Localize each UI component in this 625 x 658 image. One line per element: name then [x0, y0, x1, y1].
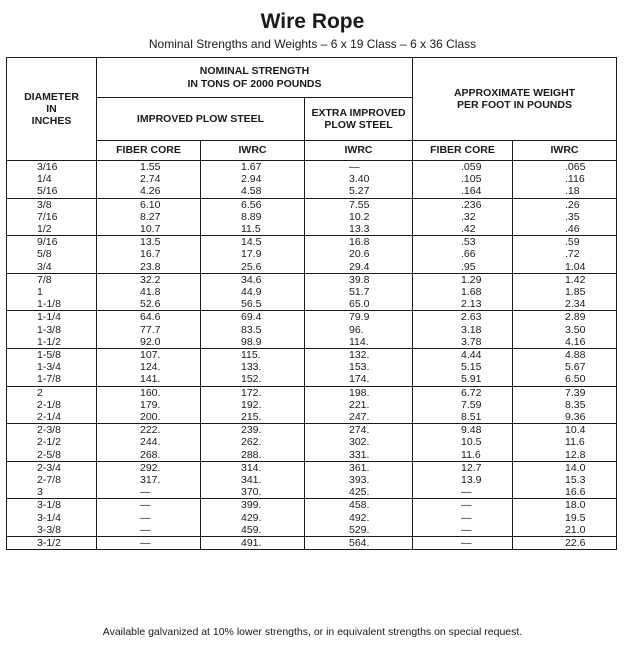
- table-value: 5.91: [461, 373, 482, 386]
- table-value: —: [140, 511, 151, 524]
- iwrc-extra-strength-header: IWRC: [305, 141, 413, 161]
- table-value: 10.7: [140, 223, 161, 236]
- table-value: 1-1/4: [37, 311, 61, 324]
- iwrc-weight-cell: [513, 311, 617, 349]
- table-value: 25.6: [241, 260, 262, 273]
- fiber-core-strength-cell: [97, 311, 201, 349]
- table-value: 19.5: [565, 511, 586, 524]
- table-value: 2.13: [461, 298, 482, 311]
- table-body: [7, 161, 617, 550]
- table-value: 3.40: [349, 173, 370, 186]
- table-value: 370.: [241, 486, 262, 499]
- table-value: 2-3/8: [37, 424, 61, 437]
- table-value: 1.04: [565, 260, 586, 273]
- table-row-group: [7, 424, 617, 462]
- table-value: 141.: [140, 373, 161, 386]
- table-value: 2-1/4: [37, 411, 61, 424]
- table-value: —: [140, 499, 151, 512]
- fiber-core-strength-cell: [97, 161, 201, 199]
- iwrc-extra-strength-cell: [305, 537, 413, 550]
- iwrc-weight-cell: [513, 461, 617, 499]
- table-value: .42: [461, 223, 476, 236]
- table-value: .59: [565, 236, 580, 249]
- fiber-core-strength-header: FIBER CORE: [97, 141, 201, 161]
- fiber-core-strength-cell: [97, 499, 201, 537]
- table-value: 7/16: [37, 210, 58, 223]
- table-value: 1.29: [461, 273, 482, 286]
- fiber-core-weight-cell: [413, 311, 513, 349]
- table-value: 222.: [140, 424, 161, 437]
- diameter-cell: [7, 273, 97, 311]
- fiber-core-strength-cell: [97, 424, 201, 462]
- iwrc-extra-strength-cell: [305, 461, 413, 499]
- table-value: 96.: [349, 323, 364, 336]
- table-value: 317.: [140, 474, 161, 487]
- iwrc-extra-strength-cell: [305, 273, 413, 311]
- table-value: 2-3/4: [37, 461, 61, 474]
- table-value: 21.0: [565, 523, 586, 536]
- table-value: —: [461, 486, 472, 499]
- iwrc-strength-cell: [201, 461, 305, 499]
- table-value: 1-3/8: [37, 323, 61, 336]
- table-value: 192.: [241, 398, 262, 411]
- iwrc-weight-header: IWRC: [513, 141, 617, 161]
- iwrc-strength-cell: [201, 424, 305, 462]
- table-value: 3-1/8: [37, 499, 61, 512]
- diameter-cell: [7, 161, 97, 199]
- diameter-cell: [7, 424, 97, 462]
- table-value: 8.51: [461, 411, 482, 424]
- iwrc-weight-cell: [513, 424, 617, 462]
- diameter-cell: [7, 386, 97, 424]
- table-value: 34.6: [241, 273, 262, 286]
- table-value: 399.: [241, 499, 262, 512]
- table-value: 56.5: [241, 298, 262, 311]
- wire-rope-table: [6, 57, 617, 550]
- table-value: 17.9: [241, 248, 262, 261]
- table-value: 2.94: [241, 173, 262, 186]
- table-value: 5/8: [37, 248, 52, 261]
- table-value: .72: [565, 248, 580, 261]
- table-value: 153.: [349, 361, 370, 374]
- table-value: 32.2: [140, 273, 161, 286]
- table-value: 247.: [349, 411, 370, 424]
- fiber-core-strength-cell: [97, 537, 201, 550]
- table-value: 64.6: [140, 311, 161, 324]
- table-value: 2-1/2: [37, 436, 61, 449]
- table-value: 8.35: [565, 398, 586, 411]
- table-value: 6.72: [461, 386, 482, 399]
- iwrc-extra-strength-cell: [305, 311, 413, 349]
- page-subtitle: Nominal Strengths and Weights – 6 x 19 Class – 6 x 36 Class: [148, 37, 477, 51]
- table-row-group: [7, 461, 617, 499]
- table-value: .95: [461, 260, 476, 273]
- table-value: 3.18: [461, 323, 482, 336]
- table-value: 215.: [241, 411, 262, 424]
- table-value: 13.3: [349, 223, 370, 236]
- fiber-core-strength-cell: [97, 461, 201, 499]
- table-value: 152.: [241, 373, 262, 386]
- table-value: 341.: [241, 474, 262, 487]
- table-value: 107.: [140, 349, 161, 362]
- table-value: —: [461, 511, 472, 524]
- table-value: 262.: [241, 436, 262, 449]
- table-value: 2: [37, 386, 43, 399]
- table-row-group: [7, 273, 617, 311]
- table-value: 4.16: [565, 335, 586, 348]
- table-row-group: [7, 499, 617, 537]
- table-value: .35: [565, 210, 580, 223]
- table-value: 16.8: [349, 236, 370, 249]
- table-value: 2-5/8: [37, 448, 61, 461]
- table-value: 3-1/4: [37, 511, 61, 524]
- fiber-core-weight-cell: [413, 198, 513, 236]
- iwrc-weight-cell: [513, 499, 617, 537]
- fiber-core-weight-cell: [413, 499, 513, 537]
- table-value: .18: [565, 185, 580, 198]
- table-value: 6.10: [140, 198, 161, 211]
- table-value: 5.27: [349, 185, 370, 198]
- table-value: 268.: [140, 448, 161, 461]
- table-value: 7.39: [565, 386, 586, 399]
- iwrc-weight-cell: [513, 236, 617, 274]
- iwrc-weight-cell: [513, 386, 617, 424]
- table-value: 239.: [241, 424, 262, 437]
- table-value: 10.2: [349, 210, 370, 223]
- table-value: 7/8: [37, 273, 52, 286]
- fiber-core-strength-cell: [97, 198, 201, 236]
- fiber-core-strength-cell: [97, 386, 201, 424]
- table-value: 11.5: [241, 223, 261, 236]
- table-value: 29.4: [349, 260, 370, 273]
- table-value: 8.27: [140, 210, 161, 223]
- table-value: 4.44: [461, 349, 482, 362]
- table-value: 1-7/8: [37, 373, 61, 386]
- table-value: 14.0: [565, 461, 586, 474]
- table-value: 459.: [241, 523, 262, 536]
- table-value: 23.8: [140, 260, 161, 273]
- table-value: 15.3: [565, 474, 586, 487]
- table-value: 12.7: [461, 461, 482, 474]
- table-value: 314.: [241, 461, 262, 474]
- iwrc-strength-cell: [201, 198, 305, 236]
- table-value: 564.: [349, 537, 370, 550]
- table-value: 20.6: [349, 248, 370, 261]
- table-value: 7.59: [461, 398, 482, 411]
- iwrc-extra-strength-cell: [305, 349, 413, 387]
- iwrc-strength-cell: [201, 499, 305, 537]
- table-value: 11.6: [565, 436, 585, 449]
- table-value: 6.56: [241, 198, 262, 211]
- table-value: 331.: [349, 448, 370, 461]
- table-value: 2-1/8: [37, 398, 61, 411]
- table-value: 9.36: [565, 411, 586, 424]
- table-value: 9.48: [461, 424, 482, 437]
- table-row-group: [7, 198, 617, 236]
- iwrc-extra-strength-cell: [305, 236, 413, 274]
- table-value: 244.: [140, 436, 161, 449]
- iwrc-extra-strength-cell: [305, 386, 413, 424]
- table-value: 3: [37, 486, 43, 499]
- improved-plow-steel-header: IMPROVED PLOW STEEL: [97, 98, 305, 141]
- table-value: 14.5: [241, 236, 262, 249]
- table-value: 16.7: [140, 248, 161, 261]
- table-value: 133.: [241, 361, 262, 374]
- table-value: 12.8: [565, 448, 586, 461]
- table-value: 16.6: [565, 486, 586, 499]
- table-value: 1-1/2: [37, 335, 61, 348]
- table-value: —: [349, 161, 360, 173]
- table-value: 39.8: [349, 273, 370, 286]
- table-value: 1.85: [565, 286, 586, 299]
- table-value: —: [140, 486, 151, 499]
- table-value: 13.9: [461, 474, 482, 487]
- diameter-cell: [7, 499, 97, 537]
- extra-improved-plow-steel-header: EXTRA IMPROVED PLOW STEEL: [305, 98, 413, 141]
- approx-weight-header: APPROXIMATE WEIGHT PER FOOT IN POUNDS: [413, 58, 617, 141]
- table-value: —: [461, 537, 472, 550]
- table-value: .46: [565, 223, 580, 236]
- iwrc-strength-header: IWRC: [201, 141, 305, 161]
- table-value: 1.67: [241, 161, 262, 173]
- table-value: 5.15: [461, 361, 482, 374]
- iwrc-extra-strength-cell: [305, 198, 413, 236]
- table-value: 292.: [140, 461, 161, 474]
- table-value: 361.: [349, 461, 370, 474]
- iwrc-extra-strength-cell: [305, 424, 413, 462]
- footnote: Available galvanized at 10% lower strengths, or in equivalent strengths on special request.: [102, 626, 523, 638]
- table-value: 3/4: [37, 260, 52, 273]
- table-value: .26: [565, 198, 580, 211]
- fiber-core-strength-cell: [97, 236, 201, 274]
- table-value: 83.5: [241, 323, 262, 336]
- table-value: —: [461, 499, 472, 512]
- diameter-cell: [7, 537, 97, 550]
- table-value: 172.: [241, 386, 262, 399]
- table-value: 69.4: [241, 311, 262, 324]
- table-value: 6.50: [565, 373, 586, 386]
- table-value: 79.9: [349, 311, 370, 324]
- table-value: 51.7: [349, 286, 370, 299]
- table-value: 2.34: [565, 298, 586, 311]
- table-value: 98.9: [241, 335, 262, 348]
- table-value: 1-1/8: [37, 298, 61, 311]
- table-value: 198.: [349, 386, 370, 399]
- table-value: .105: [461, 173, 482, 186]
- table-value: 77.7: [140, 323, 161, 336]
- table-value: 1/2: [37, 223, 52, 236]
- table-row-group: [7, 349, 617, 387]
- table-value: .116: [565, 173, 585, 186]
- nominal-strength-header: NOMINAL STRENGTH IN TONS OF 2000 POUNDS: [97, 58, 413, 98]
- table-value: .236: [461, 198, 482, 211]
- diameter-cell: [7, 198, 97, 236]
- page-title: Wire Rope: [260, 10, 365, 33]
- table-value: 179.: [140, 398, 161, 411]
- fiber-core-weight-cell: [413, 461, 513, 499]
- fiber-core-strength-cell: [97, 349, 201, 387]
- fiber-core-weight-cell: [413, 537, 513, 550]
- table-value: 529.: [349, 523, 370, 536]
- table-value: 2-7/8: [37, 474, 61, 487]
- table-value: 1.68: [461, 286, 482, 299]
- iwrc-weight-cell: [513, 198, 617, 236]
- table-value: 4.26: [140, 185, 161, 198]
- table-value: 9/16: [37, 236, 58, 249]
- fiber-core-weight-cell: [413, 236, 513, 274]
- table-value: 1.42: [565, 273, 586, 286]
- table-value: 4.58: [241, 185, 262, 198]
- table-row-group: [7, 236, 617, 274]
- table-value: .065: [565, 161, 586, 173]
- iwrc-weight-cell: [513, 273, 617, 311]
- fiber-core-weight-cell: [413, 386, 513, 424]
- iwrc-strength-cell: [201, 349, 305, 387]
- table-row-group: [7, 311, 617, 349]
- iwrc-extra-strength-cell: [305, 161, 413, 199]
- table-value: 1-5/8: [37, 349, 61, 362]
- table-value: 429.: [241, 511, 262, 524]
- fiber-core-weight-header: FIBER CORE: [413, 141, 513, 161]
- table-value: 132.: [349, 349, 370, 362]
- table-value: 92.0: [140, 335, 161, 348]
- table-value: 10.4: [565, 424, 586, 437]
- table-value: —: [140, 523, 151, 536]
- table-value: 2.63: [461, 311, 482, 324]
- table-value: 52.6: [140, 298, 161, 311]
- table-value: 491.: [241, 537, 262, 550]
- table-value: 1/4: [37, 173, 52, 186]
- diameter-cell: [7, 349, 97, 387]
- table-value: .32: [461, 210, 476, 223]
- table-value: 44.9: [241, 286, 262, 299]
- table-value: .059: [461, 161, 482, 173]
- table-value: 1-3/4: [37, 361, 61, 374]
- iwrc-strength-cell: [201, 161, 305, 199]
- table-value: 393.: [349, 474, 370, 487]
- fiber-core-weight-cell: [413, 424, 513, 462]
- table-value: 302.: [349, 436, 370, 449]
- table-value: 200.: [140, 411, 161, 424]
- table-value: 2.74: [140, 173, 161, 186]
- fiber-core-weight-cell: [413, 273, 513, 311]
- table-value: 41.8: [140, 286, 161, 299]
- table-value: 115.: [241, 349, 261, 362]
- table-value: 3/16: [37, 161, 58, 173]
- table-value: .53: [461, 236, 476, 249]
- table-value: .66: [461, 248, 476, 261]
- table-value: 3/8: [37, 198, 52, 211]
- iwrc-weight-cell: [513, 161, 617, 199]
- table-row-group: [7, 161, 617, 199]
- table-value: 2.89: [565, 311, 586, 324]
- iwrc-weight-cell: [513, 537, 617, 550]
- table-value: 7.55: [349, 198, 370, 211]
- diameter-cell: [7, 311, 97, 349]
- table-value: 174.: [349, 373, 370, 386]
- table-row-group: [7, 537, 617, 550]
- iwrc-strength-cell: [201, 273, 305, 311]
- table-value: 3.50: [565, 323, 586, 336]
- iwrc-weight-cell: [513, 349, 617, 387]
- table-value: 160.: [140, 386, 161, 399]
- table-value: 3.78: [461, 335, 482, 348]
- fiber-core-weight-cell: [413, 349, 513, 387]
- table-row-group: [7, 386, 617, 424]
- table-value: 288.: [241, 448, 262, 461]
- table-value: 425.: [349, 486, 370, 499]
- table-value: 3-1/2: [37, 537, 61, 550]
- table-value: 10.5: [461, 436, 482, 449]
- iwrc-strength-cell: [201, 236, 305, 274]
- table-value: 13.5: [140, 236, 161, 249]
- table-value: 4.88: [565, 349, 586, 362]
- table-value: 1.55: [140, 161, 161, 173]
- table-value: 124.: [140, 361, 161, 374]
- table-value: 65.0: [349, 298, 370, 311]
- iwrc-strength-cell: [201, 386, 305, 424]
- table-value: 8.89: [241, 210, 262, 223]
- table-value: 221.: [349, 398, 370, 411]
- table-value: 1: [37, 286, 43, 299]
- table-value: —: [461, 523, 472, 536]
- table-value: 18.0: [565, 499, 586, 512]
- iwrc-strength-cell: [201, 311, 305, 349]
- table-value: 114.: [349, 335, 369, 348]
- fiber-core-strength-cell: [97, 273, 201, 311]
- table-value: 5.67: [565, 361, 586, 374]
- table-value: 458.: [349, 499, 370, 512]
- table-value: .164: [461, 185, 482, 198]
- table-value: —: [140, 537, 151, 550]
- diameter-cell: [7, 236, 97, 274]
- table-value: 11.6: [461, 448, 481, 461]
- iwrc-extra-strength-cell: [305, 499, 413, 537]
- table-value: 3-3/8: [37, 523, 61, 536]
- table-value: 492.: [349, 511, 370, 524]
- diameter-cell: [7, 461, 97, 499]
- table-value: 22.6: [565, 537, 586, 550]
- table-value: 5/16: [37, 185, 58, 198]
- fiber-core-weight-cell: [413, 161, 513, 199]
- diameter-header: DIAMETER IN INCHES: [7, 58, 97, 161]
- iwrc-strength-cell: [201, 537, 305, 550]
- table-value: 274.: [349, 424, 370, 437]
